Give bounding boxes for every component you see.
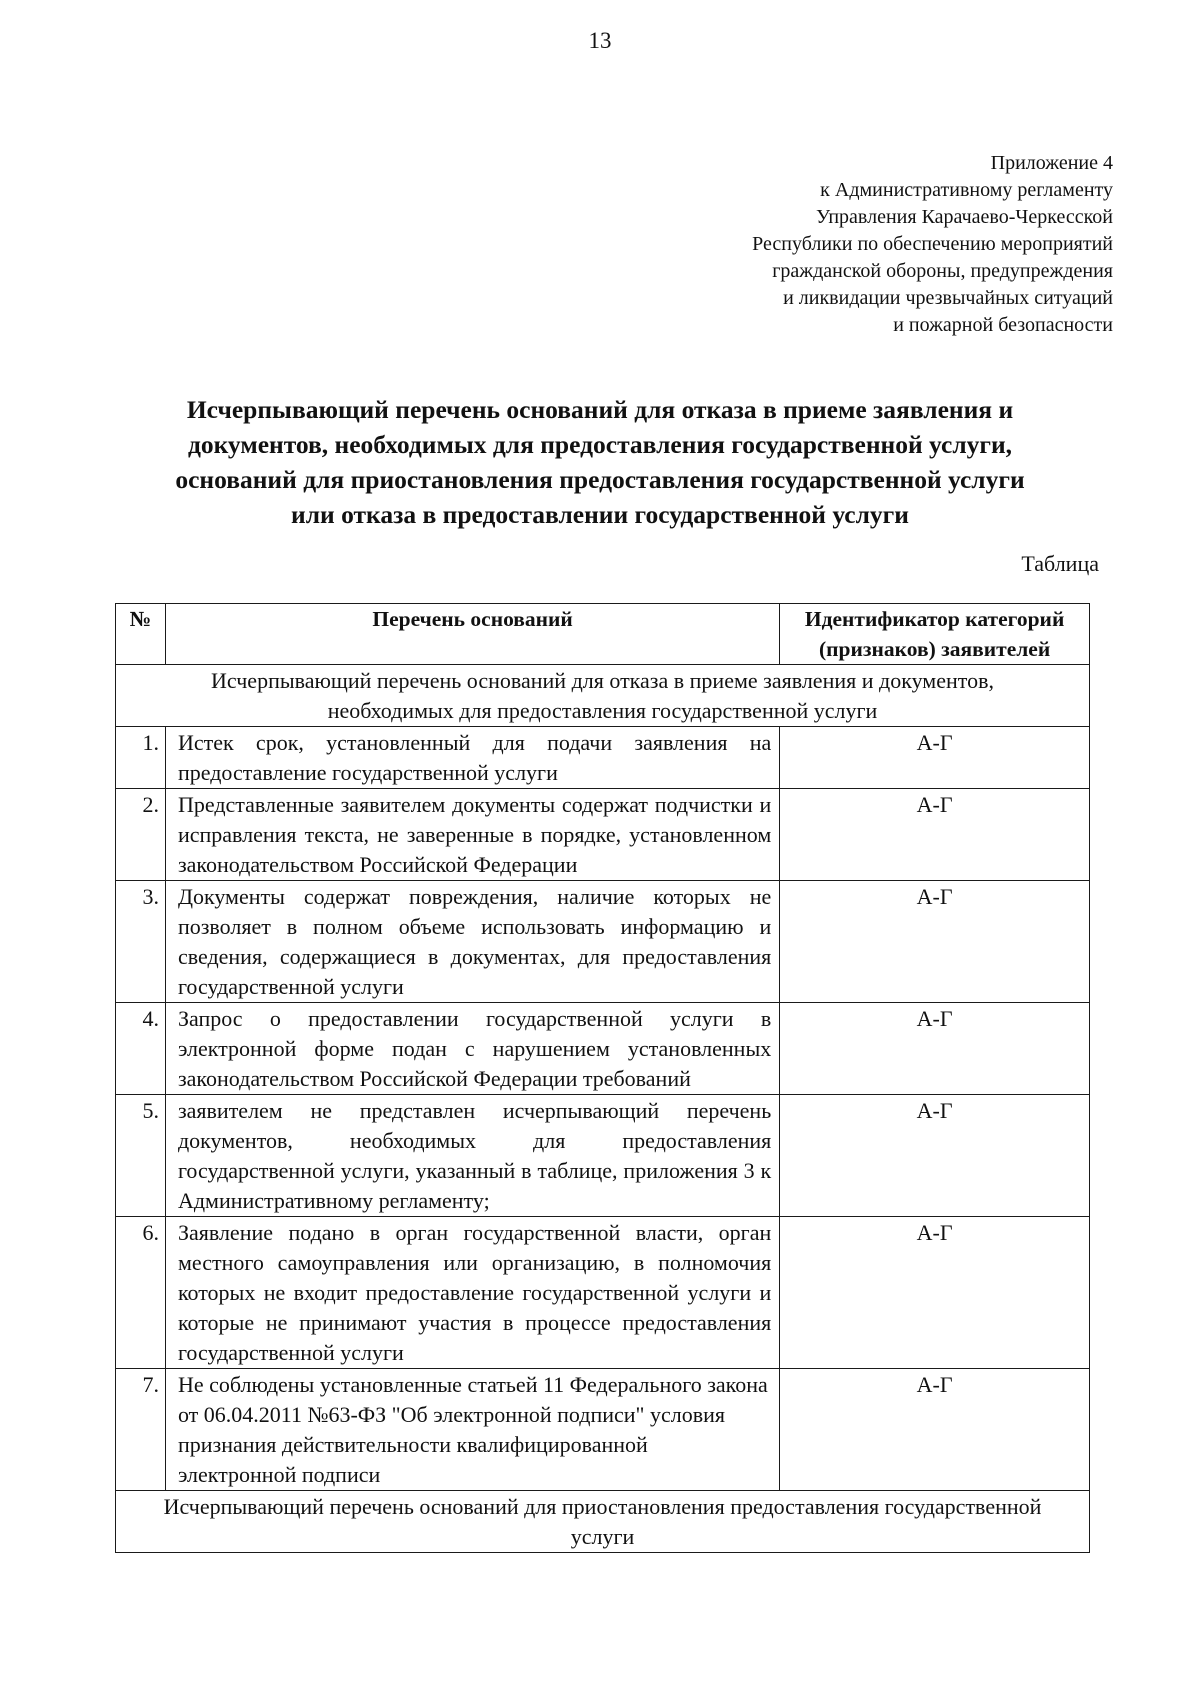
row-number: 4. [116,1003,166,1095]
table-row [116,1003,1090,1095]
row-identifier: А-Г [780,1217,1090,1369]
table-row [116,1217,1090,1369]
appendix-line: и ликвидации чрезвычайных ситуаций [783,287,1113,309]
row-basis: Заявление подано в орган государственной власти, орган местного самоуправления или организацию, в полномочия которых не входит предоставление государственной услуги и которые не принимают участия в процессе предоставления государственной услуги [165,1217,779,1369]
appendix-line: Республики по обеспечению мероприятий [752,233,1113,255]
table-row [116,727,1090,789]
table-row [116,881,1090,1003]
row-identifier: А-Г [780,727,1090,789]
row-identifier: А-Г [780,1095,1090,1217]
header-identifier: Идентификатор категорий (признаков) заявителей [780,604,1090,665]
page-number: 13 [588,28,612,53]
row-basis: заявителем не представлен исчерпывающий перечень документов, необходимых для предоставления государственной услуги, указанный в таблице, приложения 3 к Административному регламенту; [165,1095,779,1217]
title-line: Исчерпывающий перечень оснований для отказа в приеме заявления и [186,395,1014,424]
section-heading-refusal: Исчерпывающий перечень оснований для отказа в приеме заявления и документов, необходимых для предоставления государственной услуги [116,665,1090,727]
appendix-block [553,150,1113,339]
row-number: 3. [116,881,166,1003]
grounds-table [115,603,1090,1553]
table-row [116,1369,1090,1491]
row-identifier: А-Г [780,789,1090,881]
appendix-line: Приложение 4 [990,152,1113,174]
document-title [100,392,1100,532]
row-basis: Документы содержат повреждения, наличие которых не позволяет в полном объеме использовать информацию и сведения, содержащиеся в документах, для предоставления государственной услуги [165,881,779,1003]
row-number: 7. [116,1369,166,1491]
table-row [116,789,1090,881]
appendix-line: и пожарной безопасности [893,314,1113,336]
row-identifier: А-Г [780,881,1090,1003]
section-row [116,665,1090,727]
appendix-line: гражданской обороны, предупреждения [772,260,1113,282]
row-identifier: А-Г [780,1003,1090,1095]
row-basis: Истек срок, установленный для подачи заявления на предоставление государственной услуги [165,727,779,789]
section-row [116,1491,1090,1553]
row-number: 1. [116,727,166,789]
row-identifier: А-Г [780,1369,1090,1491]
title-line: или отказа в предоставлении государственной услуги [291,500,909,529]
row-number: 2. [116,789,166,881]
table-header-row [116,604,1090,665]
row-basis: Представленные заявителем документы содержат подчистки и исправления текста, не заверенные в порядке, установленном законодательством Российской Федерации [165,789,779,881]
table-label: Таблица [1021,551,1099,576]
appendix-line: к Административному регламенту [820,179,1113,201]
section-heading-suspension: Исчерпывающий перечень оснований для приостановления предоставления государственной услуги [116,1491,1090,1553]
title-line: оснований для приостановления предоставления государственной услуги [175,465,1025,494]
title-line: документов, необходимых для предоставления государственной услуги, [187,430,1013,459]
row-number: 5. [116,1095,166,1217]
table-row [116,1095,1090,1217]
row-number: 6. [116,1217,166,1369]
appendix-line: Управления Карачаево-Черкесской [815,206,1113,228]
row-basis: Запрос о предоставлении государственной услуги в электронной форме подан с нарушением установленных законодательством Российской Федерации требований [165,1003,779,1095]
header-number: № [116,604,166,665]
header-basis: Перечень оснований [165,604,779,665]
row-basis: Не соблюдены установленные статьей 11 Федерального закона от 06.04.2011 №63-ФЗ "Об электронной подписи" условия признания действительности квалифицированной электронной подписи [165,1369,779,1491]
